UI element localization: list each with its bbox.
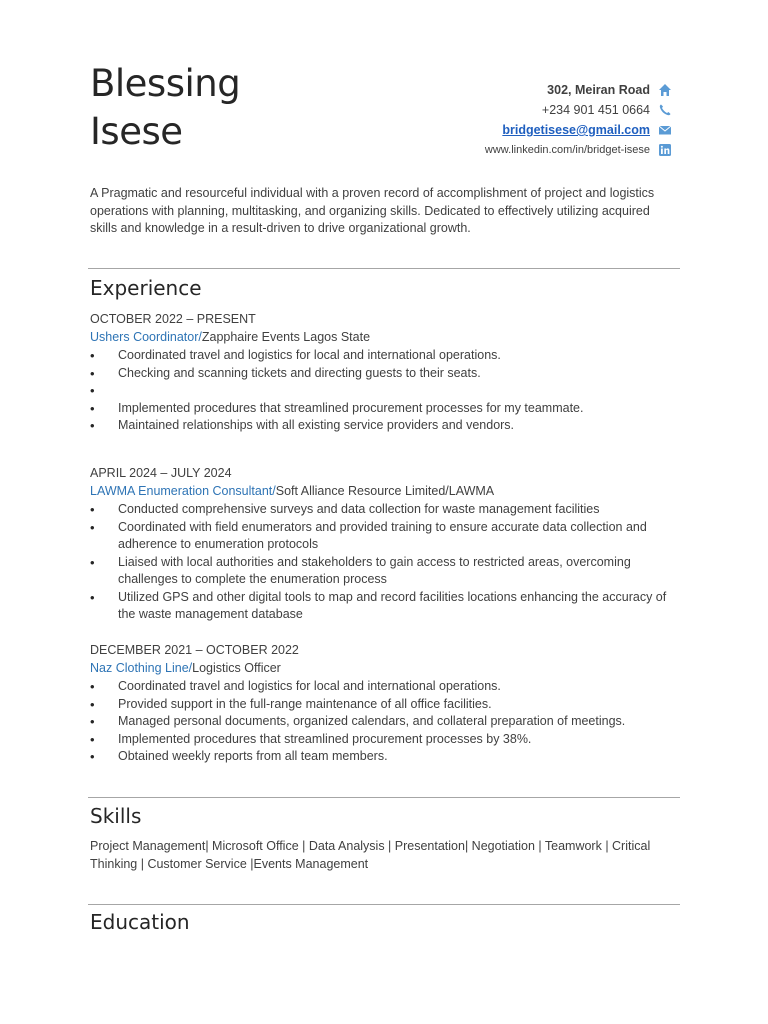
linkedin-icon [658, 143, 672, 157]
contact-linkedin[interactable] [352, 140, 672, 160]
job-bullet [90, 382, 680, 400]
job-entry-2 [90, 464, 680, 624]
job-title: LAWMA Enumeration Consultant/ [90, 484, 276, 498]
skills-list: Project Management| Microsoft Office | Data Analysis | Presentation| Negotiation | Teamwork | Critical Thinking | Customer Service |Events Management [90, 839, 651, 871]
last-name: Isese [90, 110, 183, 153]
job-bullet: • Provided support in the full-range maintenance of all office facilities. [90, 696, 680, 714]
job-role [90, 328, 680, 347]
email-link[interactable]: bridgetisese@gmail.com [502, 123, 650, 137]
divider-experience [88, 268, 680, 269]
job-bullet: • Utilized GPS and other digital tools to map and record facilities locations enhancing the accuracy of the waste management database [90, 589, 680, 624]
job-bullet: • Coordinated with field enumerators and provided training to ensure accurate data collection and adherence to enumeration protocols [90, 519, 680, 554]
candidate-name [90, 60, 240, 156]
linkedin-link[interactable]: www.linkedin.com/in/bridget-isese [484, 144, 650, 156]
job-title: Ushers Coordinator/ [90, 330, 202, 344]
professional-summary: A Pragmatic and resourceful individual with a proven record of accomplishment of project and logistics operations with planning, multitasking, and organizing skills. Dedicated to effectively utilizing acquired skills and knowledge in a result-driven to drive organizational growth. [90, 186, 655, 235]
job-bullets [90, 678, 680, 766]
contact-address [352, 80, 672, 100]
job-dates: OCTOBER 2022 – PRESENT [90, 312, 256, 326]
job-org: Zapphaire Events Lagos State [201, 330, 371, 344]
job-bullet: • Conducted comprehensive surveys and data collection for waste management facilities [90, 501, 680, 519]
job-dates: APRIL 2024 – JULY 2024 [90, 466, 232, 480]
job-bullet: • Maintained relationships with all existing service providers and vendors. [90, 417, 680, 435]
divider-skills [88, 797, 680, 798]
contact-email[interactable] [352, 120, 672, 140]
contact-block [352, 80, 672, 160]
job-bullet: • Implemented procedures that streamlined procurement processes by 38%. [90, 731, 680, 749]
address-text: 302, Meiran Road [547, 83, 650, 97]
job-bullet: • Obtained weekly reports from all team members. [90, 748, 680, 766]
divider-education [88, 904, 680, 905]
job-org: Soft Alliance Resource Limited/LAWMA [275, 484, 495, 498]
skills-heading: Skills [90, 804, 142, 828]
job-bullets [90, 501, 680, 624]
contact-phone [352, 100, 672, 120]
job-bullet: • Checking and scanning tickets and directing guests to their seats. [90, 365, 680, 383]
job-dates: DECEMBER 2021 – OCTOBER 2022 [90, 643, 299, 657]
experience-heading: Experience [90, 276, 202, 300]
job-role [90, 659, 680, 678]
job-org: Logistics Officer [192, 661, 281, 675]
job-bullet: • Implemented procedures that streamlined procurement processes for my teammate. [90, 400, 680, 418]
phone-icon [658, 103, 672, 117]
email-icon [658, 123, 672, 137]
job-bullet: • Liaised with local authorities and stakeholders to gain access to restricted areas, overcoming challenges to complete the enumeration process [90, 554, 680, 589]
education-heading: Education [90, 910, 190, 934]
job-entry-3 [90, 641, 680, 766]
job-bullet: • Coordinated travel and logistics for local and international operations. [90, 347, 680, 365]
job-bullet: • Coordinated travel and logistics for local and international operations. [90, 678, 680, 696]
job-title: Naz Clothing Line/ [90, 661, 193, 675]
job-bullet: • Managed personal documents, organized calendars, and collateral preparation of meetings. [90, 713, 680, 731]
job-role [90, 482, 680, 501]
job-entry-1 [90, 310, 680, 435]
phone-text: +234 901 451 0664 [541, 103, 650, 117]
job-bullets [90, 347, 680, 435]
first-name: Blessing [90, 62, 241, 105]
home-icon [658, 83, 672, 97]
